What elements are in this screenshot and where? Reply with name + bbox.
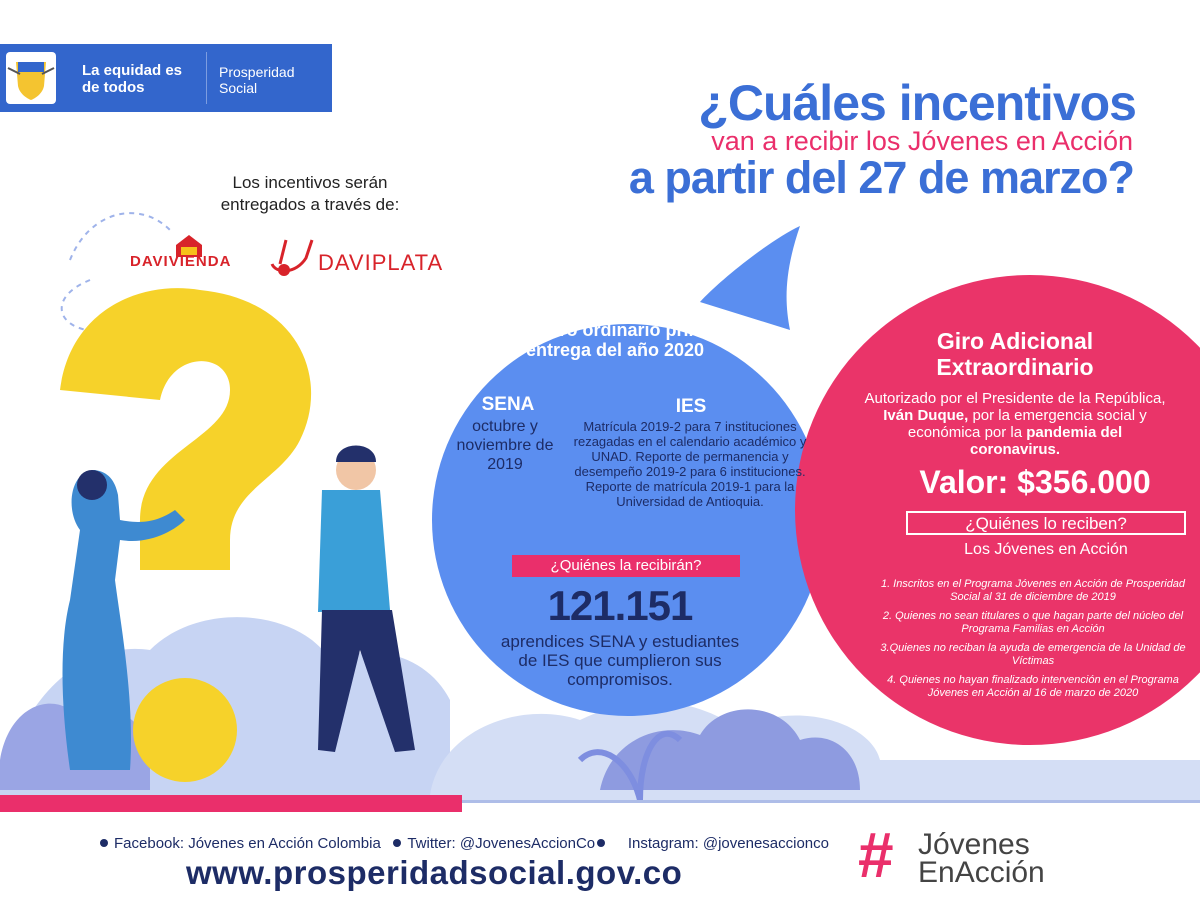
recipients-description: aprendices SENA y estudiantes de IES que cumplieron sus compromisos. [500,632,740,689]
instagram-link[interactable]: Instagram: @jovenesaccionco [627,835,829,852]
sena-label: SENA [481,394,535,415]
requirement-item: 3.Quienes no reciban la ayuda de emergencia de la Unidad de Víctimas [880,642,1186,667]
facebook-link[interactable]: Facebook: Jóvenes en Acción Colombia [114,835,381,852]
page-title-line3: a partir del 27 de marzo? [628,152,1134,203]
question-mark-dot [133,678,237,782]
extra-detail-part1: Autorizado por el Presidente de la República, [864,390,1166,407]
twitter-link[interactable]: Twitter: @JovenesAccionCo [407,835,596,852]
bullet-icon [393,839,401,847]
requirement-item: 2. Quienes no sean titulares o que hagan parte del núcleo del Programa Familias en Acción [882,610,1184,635]
requirement-item: 1. Inscritos en el Programa Jóvenes en Acción de Prosperidad Social al 31 de diciembre de 2019 [880,578,1186,603]
brand-name-line2: EnAcción [918,856,1045,889]
bullet-icon [597,839,605,847]
blue-speech-bubble [700,226,800,330]
footer-accent-bar [0,795,462,812]
sena-period: octubre y noviembre de 2019 [456,418,554,473]
daviplata-logo: DAVIPLATA [318,250,444,275]
website-link[interactable]: www.prosperidadsocial.gov.co [186,854,683,891]
ies-label: IES [675,396,707,417]
bottom-line [460,800,1200,803]
who-receive-badge: ¿Quiénes la recibirán? [512,555,740,577]
brand-hash-logo: # [858,819,894,891]
page-title-line2: van a recibir los Jóvenes en Acción [711,126,1133,156]
entity-name: Prosperidad Social [219,64,295,96]
requirements-list [868,578,1198,706]
gov-slogan: La equidad es de todos [82,62,183,96]
man-hair [336,446,376,463]
recipients-count: 121.151 [547,582,693,629]
extra-detail-part2: por la emergencia social y económica por la [907,407,1147,441]
delivery-note: Los incentivos serán entregados a través de: [220,173,400,214]
bullet-icon [100,839,108,847]
extra-detail-president: Iván Duque, [883,407,969,424]
daviplata-icon [266,234,316,283]
davivienda-logo: DAVIVIENDA [130,253,232,270]
header-divider [206,52,207,104]
page-title-line1: ¿Cuáles incentivos [698,75,1136,131]
who-receives-box: ¿Quiénes lo reciben? [906,511,1186,535]
ordinary-incentive-title: Incentivo ordinario primera entrega del año 2020 [498,320,732,360]
requirement-item: 4. Quienes no hayan finalizado intervención en el Programa Jóvenes en Acción al 16 de marzo de 2020 [887,674,1179,699]
extra-detail-pandemic: pandemia del coronavirus. [969,424,1123,458]
man-shirt [318,490,390,612]
brand-name-line1: Jóvenes [918,828,1030,861]
value-amount: Valor: $356.000 [919,464,1151,500]
woman-head [77,470,107,500]
who-receives-answer: Los Jóvenes en Acción [964,541,1128,558]
extraordinary-title: Giro Adicional Extraordinario [936,328,1094,380]
extraordinary-detail [862,390,1168,458]
social-links [100,835,829,852]
colombia-coat-of-arms-icon [6,52,56,104]
ies-detail: Matrícula 2019-2 para 7 instituciones rezagadas en el calendario académico y UNAD. Reporte de permanencia y desempeño 2019-2 para 6 instituciones. Reporte de matrícula 2019-1 para la Universidad de Antioquia. [573,419,807,509]
